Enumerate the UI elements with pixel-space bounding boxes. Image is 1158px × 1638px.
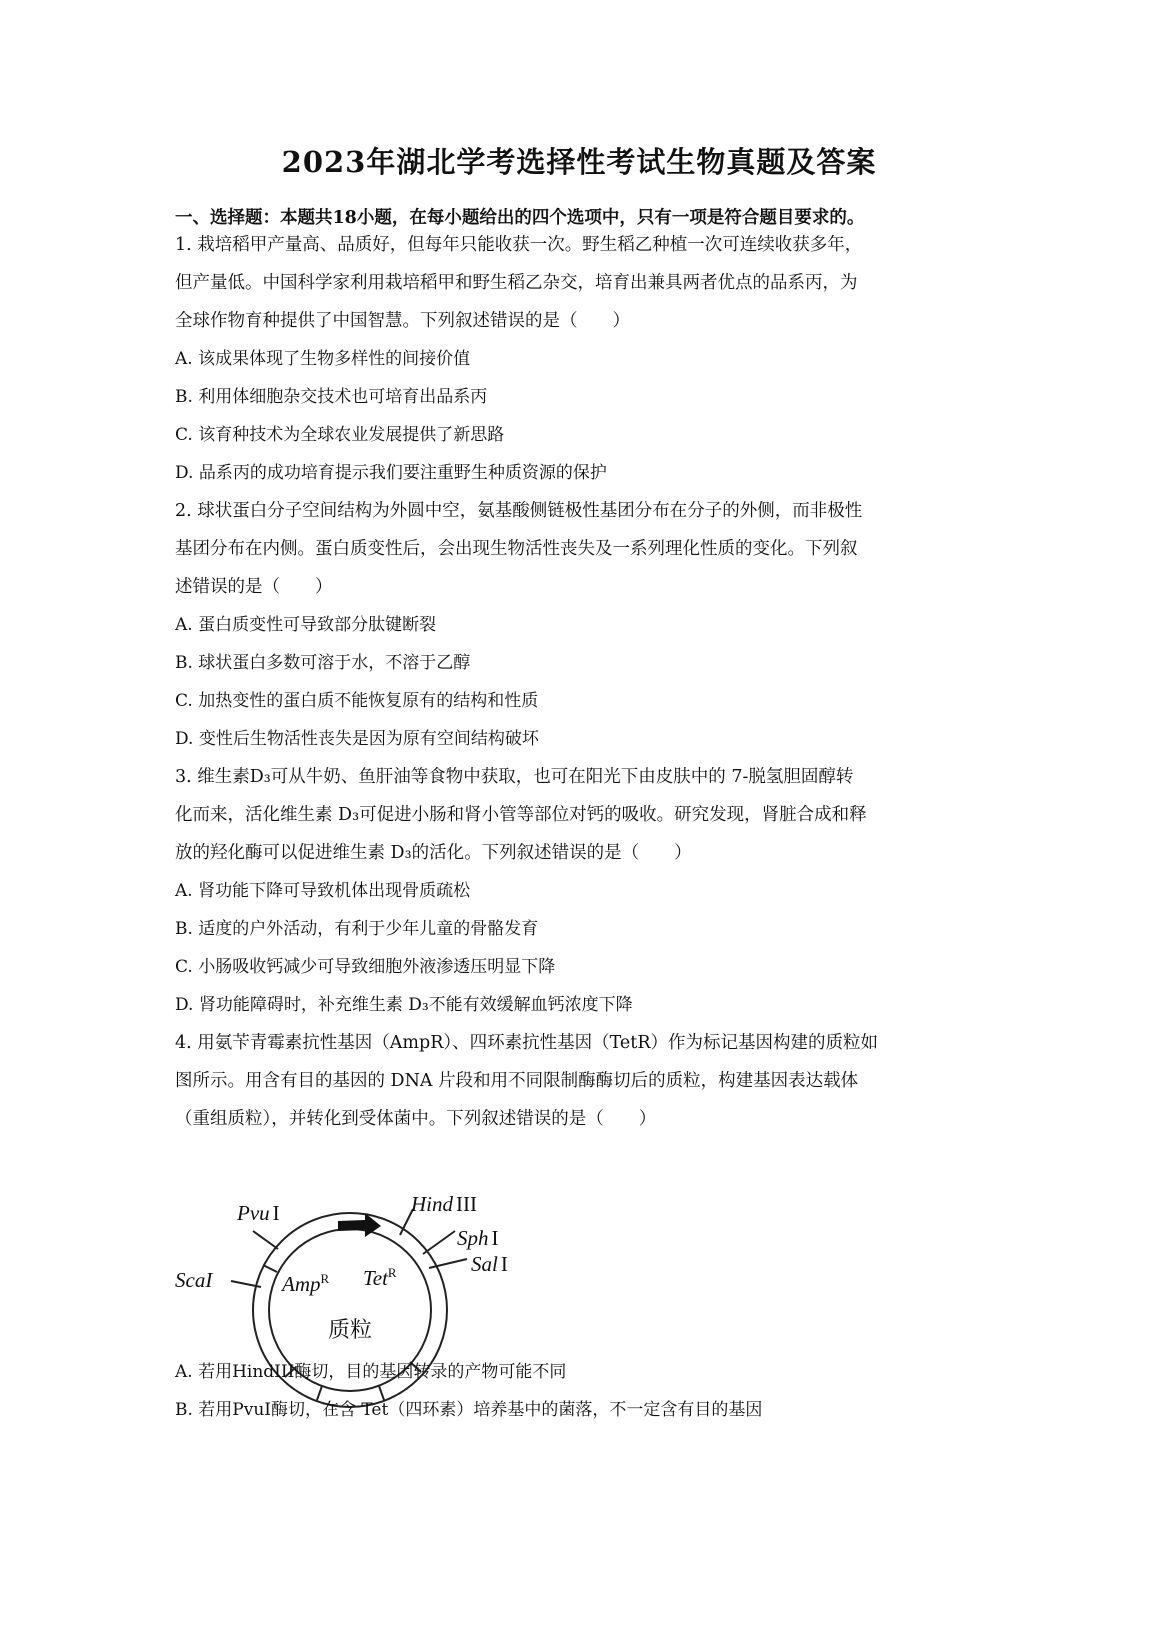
q2-line-1: 2. 球状蛋白分子空间结构为外圆中空，氨基酸侧链极性基团分布在分子的外侧，而非极性 — [175, 501, 863, 521]
sca-label: ScaI — [175, 1268, 213, 1292]
sal-label: Sal I — [471, 1252, 508, 1276]
pvu-label: Pvu I — [237, 1201, 280, 1225]
page-title: 2023年湖北学考选择性考试生物真题及答案 — [281, 145, 877, 179]
pvu-site-line — [253, 1231, 278, 1249]
q2-option-d: D. 变性后生物活性丧失是因为原有空间结构破坏 — [175, 729, 539, 749]
hind-label: Hind III — [411, 1195, 477, 1216]
q3-line-1: 3. 维生素D₃可从牛奶、鱼肝油等食物中获取，也可在阳光下由皮肤中的 7-脱氢胆固醇转 — [175, 767, 854, 787]
q3-option-a: A. 肾功能下降可导致机体出现骨质疏松 — [175, 881, 471, 901]
q2-line-2: 基团分布在内侧。蛋白质变性后，会出现生物活性丧失及一系列理化性质的变化。下列叙 — [175, 539, 858, 559]
q1-option-b: B. 利用体细胞杂交技术也可培育出品系丙 — [175, 387, 488, 407]
sph-site-line — [423, 1231, 455, 1254]
q1-option-d: D. 品系丙的成功培育提示我们要注重野生种质资源的保护 — [175, 463, 607, 483]
q4-line-3: （重组质粒），并转化到受体菌中。下列叙述错误的是（ ） — [175, 1109, 657, 1129]
q2-line-3: 述错误的是（ ） — [175, 577, 333, 597]
q1-line-3: 全球作物育种提供了中国智慧。下列叙述错误的是（ ） — [175, 311, 630, 331]
q2-option-a: A. 蛋白质变性可导致部分肽键断裂 — [175, 615, 437, 635]
amp-label: Amp$^R$ — [282, 1271, 330, 1296]
q3-option-d: D. 肾功能障碍时，补充维生素 D₃不能有效缓解血钙浓度下降 — [175, 995, 633, 1015]
q4-option-b: B. 若用PvuⅠ酶切，在含 Tet（四环素）培养基中的菌落，不一定含有目的基因 — [175, 1400, 763, 1420]
q1-line-2: 但产量低。中国科学家利用栽培稻甲和野生稻乙杂交，培育出兼具两者优点的品系丙，为 — [175, 273, 858, 293]
plasmid-center-label: 质粒 — [328, 1318, 373, 1343]
q4-line-2: 图所示。用含有目的基因的 DNA 片段和用不同限制酶酶切后的质粒，构建基因表达载体 — [175, 1071, 859, 1091]
q2-option-c: C. 加热变性的蛋白质不能恢复原有的结构和性质 — [175, 691, 539, 711]
q3-line-2: 化而来，活化维生素 D₃可促进小肠和肾小管等部位对钙的吸收。研究发现，肾脏合成和释 — [175, 805, 867, 825]
q3-option-b: B. 适度的户外活动，有利于少年儿童的骨骼发育 — [175, 919, 539, 939]
q1-line-1: 1. 栽培稻甲产量高、品质好，但每年只能收获一次。野生稻乙种植一次可连续收获多年， — [175, 235, 863, 255]
q1-option-a: A. 该成果体现了生物多样性的间接价值 — [175, 349, 471, 369]
q4-option-a: A. 若用HindIII酶切，目的基因转录的产物可能不同 — [175, 1362, 567, 1382]
sph-label: Sph I — [457, 1226, 499, 1250]
q4-line-1: 4. 用氨苄青霉素抗性基因（AmpR）、四环素抗性基因（TetR）作为标记基因构建的质粒如 — [175, 1033, 878, 1053]
ring-divider — [263, 1265, 277, 1272]
q1-option-c: C. 该育种技术为全球农业发展提供了新思路 — [175, 425, 505, 445]
q3-option-c: C. 小肠吸收钙减少可导致细胞外液渗透压明显下降 — [175, 957, 556, 977]
tet-label: Tet$^R$ — [363, 1265, 397, 1290]
section-header: 一、选择题：本题共18小题，在每小题给出的四个选项中，只有一项是符合题目要求的。 — [175, 208, 865, 228]
q2-option-b: B. 球状蛋白多数可溶于水，不溶于乙醇 — [175, 653, 471, 673]
q3-line-3: 放的羟化酶可以促进维生素 D₃的活化。下列叙述错误的是（ ） — [175, 843, 692, 863]
